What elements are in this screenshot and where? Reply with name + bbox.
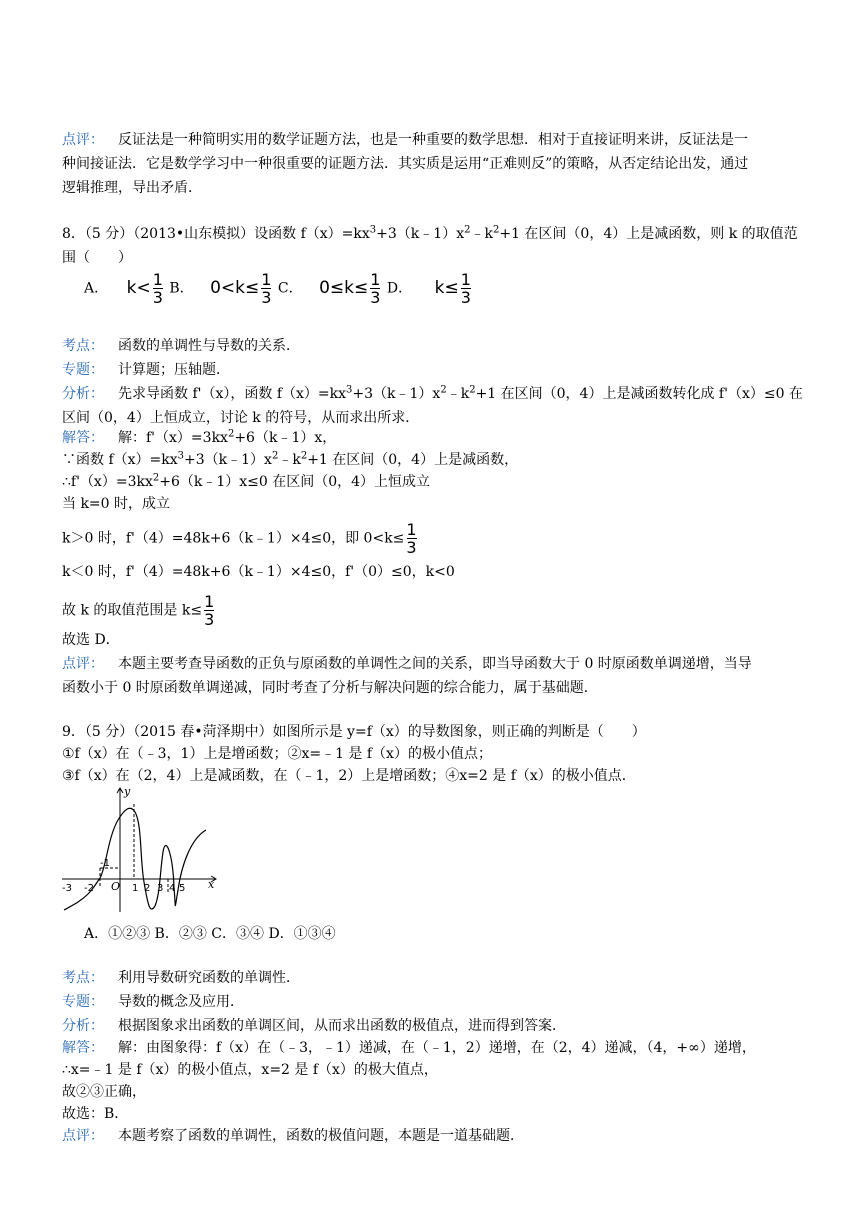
tick-1: 1: [132, 883, 139, 894]
tick-2: 2: [144, 883, 151, 894]
q9-jieda: 解答： 解：由图象得：f（x）在（﹣3，﹣1）递减，在（﹣1，2）递增，在（2，4）递减，（4，+∞）递增，: [62, 1040, 756, 1056]
q8-dianping-1: 点评： 本题主要考查导函数的正负与原函数的单调性之间的关系，即当导函数大于 0 时原函数单调递增，当导: [62, 656, 752, 672]
tick-5: 5: [179, 883, 186, 894]
q9-solution-3: 故②③正确，: [62, 1084, 146, 1100]
x-axis-label: x: [208, 878, 215, 891]
q9-solution-4: 故选：B．: [62, 1106, 129, 1122]
q8-solution-8: 故选 D．: [62, 632, 120, 648]
q9-kaodian: 考点： 利用导数研究函数的单调性．: [62, 970, 300, 986]
q8-zhuanti: 专题： 计算题；压轴题．: [62, 362, 230, 378]
q9-fenxi: 分析： 根据图象求出函数的单调区间，从而求出函数的极值点，进而得到答案．: [62, 1018, 566, 1034]
tick-neg3: -3: [62, 883, 72, 894]
q8-stem-line-2: 围（ ）: [62, 250, 132, 266]
q8-option-a-expr: k< $\frac{1}{3}$: [126, 270, 163, 307]
q9-stem: 9．（5 分）（2015 春•菏泽期中）如图所示是 y=f（x）的导数图象，则正确的判断是（ ）: [62, 724, 646, 740]
q8-solution-7: 故 k 的取值范围是 k≤ $\frac{1}{3}$: [62, 592, 215, 629]
review-label: 点评：: [62, 132, 104, 148]
q8-dianping-2: 函数小于 0 时原函数单调递减，同时考查了分析与解决问题的综合能力，属于基础题．: [62, 680, 598, 696]
tick-4: 4: [169, 883, 176, 894]
derivative-curve: [64, 808, 206, 910]
q8-solution-4: 当 k=0 时，成立: [62, 496, 171, 512]
q8-fenxi-2: 区间（0，4）上恒成立，讨论 k 的符号，从而求出所求．: [62, 410, 420, 426]
q8-solution-6: k＜0 时，f'（4）=48k+6（k﹣1）×4≤0，f'（0）≤0，k<0: [62, 564, 455, 580]
q8-option-c-letter: C．: [277, 280, 303, 297]
q9-dianping: 点评： 本题考察了函数的单调性，函数的极值问题，本题是一道基础题．: [62, 1128, 524, 1144]
q8-option-b-expr: 0<k≤ $\frac{1}{3}$: [210, 270, 272, 307]
review-line-2: 种间接证法．它是数学学习中一种很重要的证题方法．其实质是运用“正难则反”的策略，从否定结论出发，通过: [62, 156, 749, 172]
q8-option-a-letter: A．: [84, 280, 109, 297]
q9-options: A．①②③ B．②③ C．③④ D．①③④: [84, 926, 336, 942]
q8-stem-line-1: 8．（5 分）（2013•山东模拟）设函数 $f(x)=kx^3+3(k﹣1)x^2﹣k^2+1$ 在区间（0，4）上是减函数，则 k 的取值范: [62, 224, 798, 242]
q8-option-d-letter: D．: [386, 280, 413, 297]
tick-neg1: -1: [100, 858, 110, 869]
q8-solution-3: $\therefore f'(x)=3kx^2+6(k﹣1)x\le 0$ 在区间（0，4）上恒成立: [62, 472, 431, 490]
q8-kaodian: 考点： 函数的单调性与导数的关系．: [62, 338, 300, 354]
review-line-1: 点评： 反证法是一种简明实用的数学证题方法，也是一种重要的数学思想．相对于直接证明来讲，反证法是一: [62, 132, 748, 148]
origin-label: O: [111, 880, 121, 893]
y-axis-label: y: [124, 785, 131, 798]
q8-solution-2: ∵函数 $f(x)=kx^3+3(k﹣1)x^2﹣k^2+1$ 在区间（0，4）上是减函数，: [62, 450, 519, 468]
q9-zhuanti: 专题： 导数的概念及应用．: [62, 994, 244, 1010]
q9-choice-line-1: ①f（x）在（﹣3，1）上是增函数；②x=﹣1 是 f（x）的极小值点；: [62, 746, 492, 762]
tick-neg2: -2: [84, 883, 94, 894]
q8-jieda-1: 解答： 解：$f'(x)=3kx^2+6(k﹣1)x$，: [62, 428, 337, 446]
q9-choice-line-2: ③f（x）在（2，4）上是减函数，在（﹣1，2）上是增函数；④x=2 是 f（x）的极小值点．: [62, 768, 636, 784]
derivative-graph: [56, 782, 226, 922]
tick-3: 3: [157, 883, 164, 894]
q8-option-b-letter: B．: [169, 280, 194, 297]
q8-option-d-expr: k≤ $\frac{1}{3}$: [434, 270, 471, 307]
q9-solution-2: ∴x=﹣1 是 f（x）的极小值点，x=2 是 f（x）的极大值点，: [62, 1062, 438, 1078]
q8-option-c-expr: 0≤k≤ $\frac{1}{3}$: [319, 270, 381, 307]
review-line-3: 逻辑推理，导出矛盾．: [62, 180, 202, 196]
q8-fenxi-1: 分析： 先求导函数 f'（x），函数 $f(x)=kx^3+3(k﹣1)x^2﹣k^2+1$ 在区间（0，4）上是减函数转化成 f'（x）≤0 在: [62, 384, 803, 402]
q8-solution-5: k＞0 时，f'（4）=48k+6（k﹣1）×4≤0，即 0<k≤ $\frac{1}{3}$: [62, 520, 417, 557]
q8-options: [84, 272, 473, 305]
